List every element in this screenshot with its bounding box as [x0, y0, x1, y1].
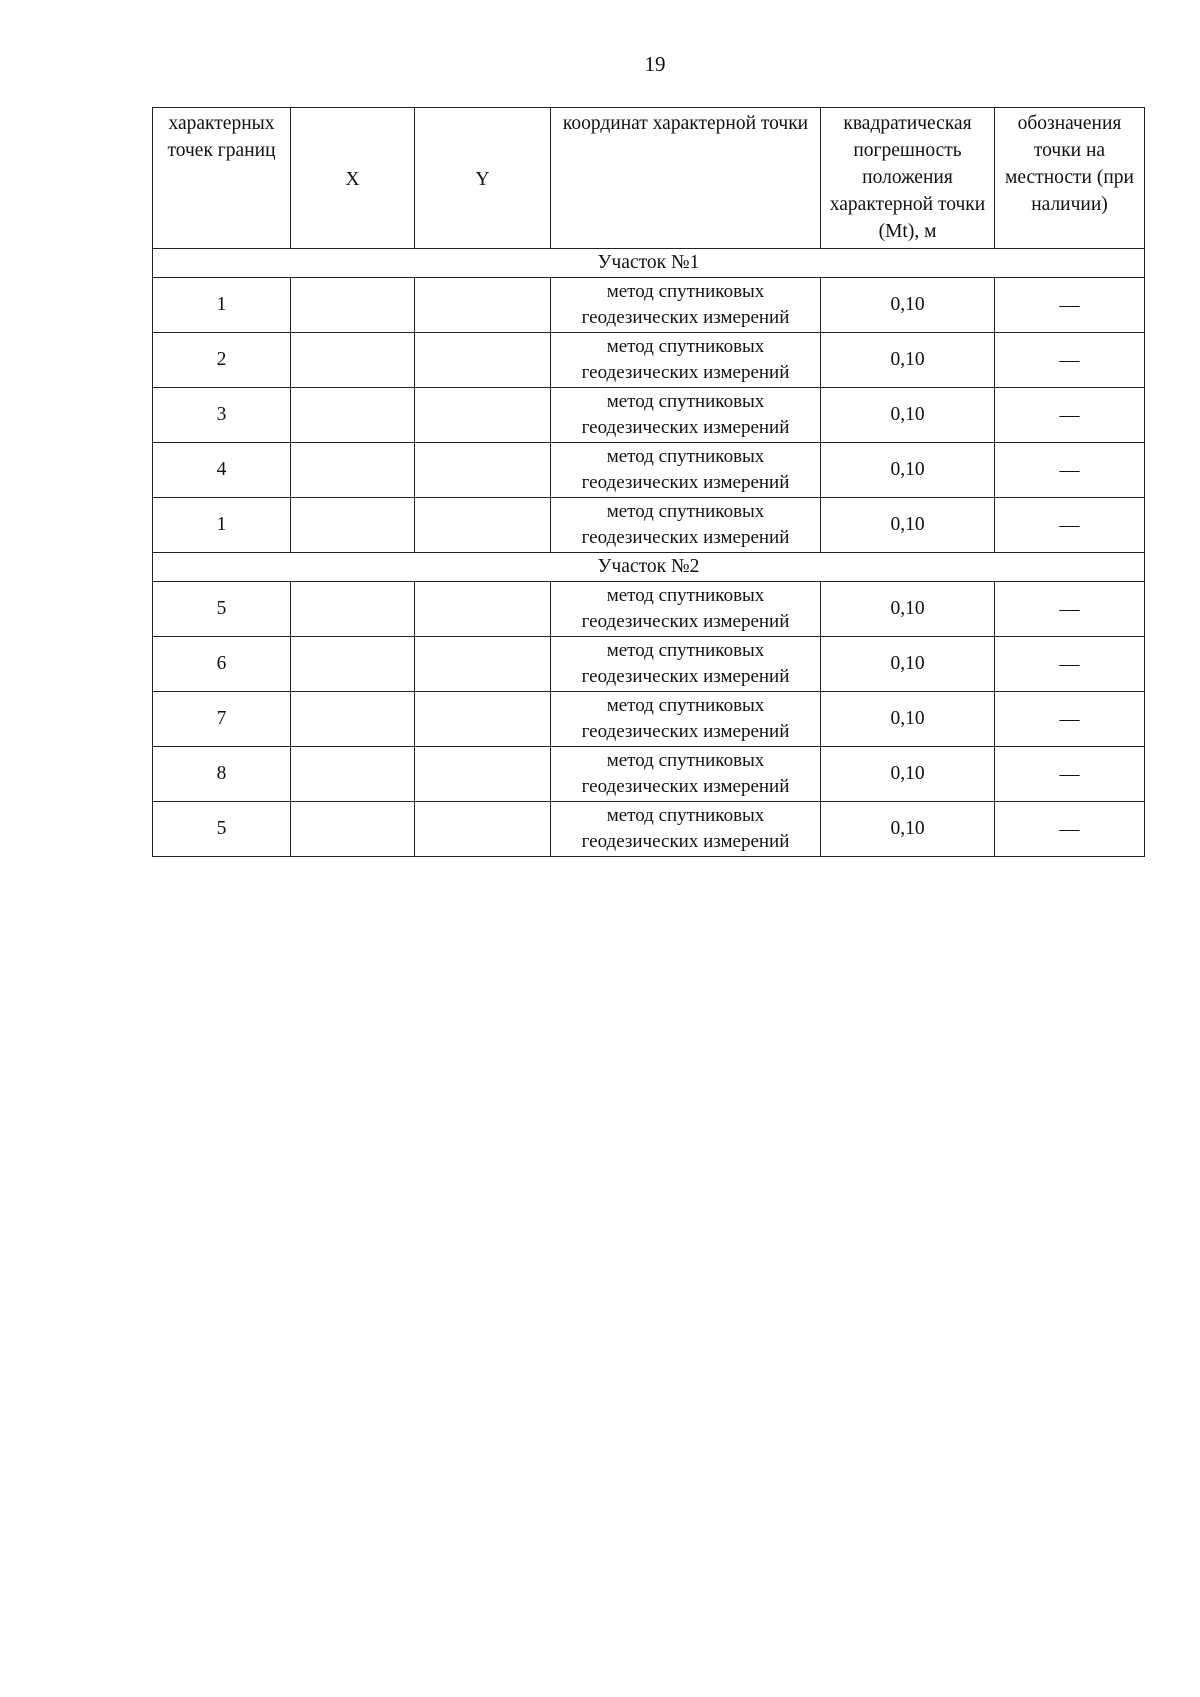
point-number-cell: 4 — [153, 443, 291, 498]
point-number-cell: 1 — [153, 278, 291, 333]
section-title: Участок №1 — [153, 249, 1145, 278]
x-coordinate-cell — [291, 333, 415, 388]
method-cell-text: метод спутниковых геодезических измерений — [581, 695, 790, 742]
y-coordinate-cell — [415, 637, 551, 692]
method-cell-text: метод спутниковых геодезических измерений — [581, 446, 790, 493]
marking-cell — [995, 747, 1145, 802]
y-coordinate-cell — [415, 582, 551, 637]
table-row — [153, 637, 1145, 692]
marking-cell-text: — — [1059, 817, 1080, 840]
point-number-cell: 5 — [153, 582, 291, 637]
method-cell — [551, 388, 821, 443]
marking-cell — [995, 637, 1145, 692]
table-row — [153, 443, 1145, 498]
x-coordinate-cell — [291, 498, 415, 553]
y-coordinate-cell — [415, 333, 551, 388]
marking-cell — [995, 443, 1145, 498]
boundary-points-table — [152, 107, 1145, 857]
method-cell-text: метод спутниковых геодезических измерений — [581, 805, 790, 852]
error-cell: 0,10 — [821, 637, 995, 692]
table-row — [153, 333, 1145, 388]
method-cell-text: метод спутниковых геодезических измерений — [581, 391, 790, 438]
table-row — [153, 278, 1145, 333]
marking-cell — [995, 388, 1145, 443]
x-coordinate-cell — [291, 278, 415, 333]
header-points: характерных точек границ — [153, 108, 291, 249]
y-coordinate-cell — [415, 278, 551, 333]
point-number-cell: 1 — [153, 498, 291, 553]
section-row — [153, 249, 1145, 278]
header-x: X — [291, 108, 415, 249]
table-row — [153, 498, 1145, 553]
section-row — [153, 553, 1145, 582]
marking-cell — [995, 498, 1145, 553]
method-cell — [551, 692, 821, 747]
method-cell — [551, 333, 821, 388]
point-number-cell: 2 — [153, 333, 291, 388]
y-coordinate-cell — [415, 388, 551, 443]
marking-cell — [995, 582, 1145, 637]
error-cell: 0,10 — [821, 582, 995, 637]
marking-cell-text: — — [1059, 597, 1080, 620]
x-coordinate-cell — [291, 802, 415, 857]
x-coordinate-cell — [291, 637, 415, 692]
method-cell — [551, 278, 821, 333]
error-cell: 0,10 — [821, 278, 995, 333]
error-cell: 0,10 — [821, 747, 995, 802]
header-method: координат характерной точки — [551, 108, 821, 249]
x-coordinate-cell — [291, 692, 415, 747]
error-cell: 0,10 — [821, 802, 995, 857]
table-row — [153, 582, 1145, 637]
header-y: Y — [415, 108, 551, 249]
header-error: квадратическая погрешность положения характерной точки (Mt), м — [821, 108, 995, 249]
marking-cell — [995, 333, 1145, 388]
method-cell-text: метод спутниковых геодезических измерений — [581, 336, 790, 383]
table-row — [153, 388, 1145, 443]
section-title: Участок №2 — [153, 553, 1145, 582]
marking-cell — [995, 278, 1145, 333]
method-cell — [551, 747, 821, 802]
marking-cell — [995, 692, 1145, 747]
method-cell — [551, 582, 821, 637]
error-cell: 0,10 — [821, 333, 995, 388]
table-row — [153, 747, 1145, 802]
marking-cell-text: — — [1059, 293, 1080, 316]
y-coordinate-cell — [415, 692, 551, 747]
method-cell-text: метод спутниковых геодезических измерений — [581, 585, 790, 632]
marking-cell-text: — — [1059, 513, 1080, 536]
x-coordinate-cell — [291, 582, 415, 637]
y-coordinate-cell — [415, 443, 551, 498]
method-cell — [551, 443, 821, 498]
table-header-row — [153, 108, 1145, 249]
table-row — [153, 692, 1145, 747]
point-number-cell: 8 — [153, 747, 291, 802]
page-number: 19 — [644, 52, 666, 76]
method-cell — [551, 637, 821, 692]
method-cell — [551, 802, 821, 857]
marking-cell-text: — — [1059, 348, 1080, 371]
method-cell-text: метод спутниковых геодезических измерений — [581, 750, 790, 797]
x-coordinate-cell — [291, 388, 415, 443]
table-row — [153, 802, 1145, 857]
y-coordinate-cell — [415, 747, 551, 802]
marking-cell-text: — — [1059, 762, 1080, 785]
method-cell-text: метод спутниковых геодезических измерений — [581, 501, 790, 548]
x-coordinate-cell — [291, 747, 415, 802]
marking-cell-text: — — [1059, 403, 1080, 426]
point-number-cell: 5 — [153, 802, 291, 857]
method-cell — [551, 498, 821, 553]
method-cell-text: метод спутниковых геодезических измерений — [581, 640, 790, 687]
header-marking: обозначения точки на местности (при наличии) — [995, 108, 1145, 249]
method-cell-text: метод спутниковых геодезических измерений — [581, 281, 790, 328]
point-number-cell: 7 — [153, 692, 291, 747]
point-number-cell: 3 — [153, 388, 291, 443]
point-number-cell: 6 — [153, 637, 291, 692]
error-cell: 0,10 — [821, 388, 995, 443]
x-coordinate-cell — [291, 443, 415, 498]
marking-cell-text: — — [1059, 707, 1080, 730]
error-cell: 0,10 — [821, 443, 995, 498]
marking-cell — [995, 802, 1145, 857]
error-cell: 0,10 — [821, 692, 995, 747]
marking-cell-text: — — [1059, 652, 1080, 675]
marking-cell-text: — — [1059, 458, 1080, 481]
y-coordinate-cell — [415, 802, 551, 857]
error-cell: 0,10 — [821, 498, 995, 553]
y-coordinate-cell — [415, 498, 551, 553]
